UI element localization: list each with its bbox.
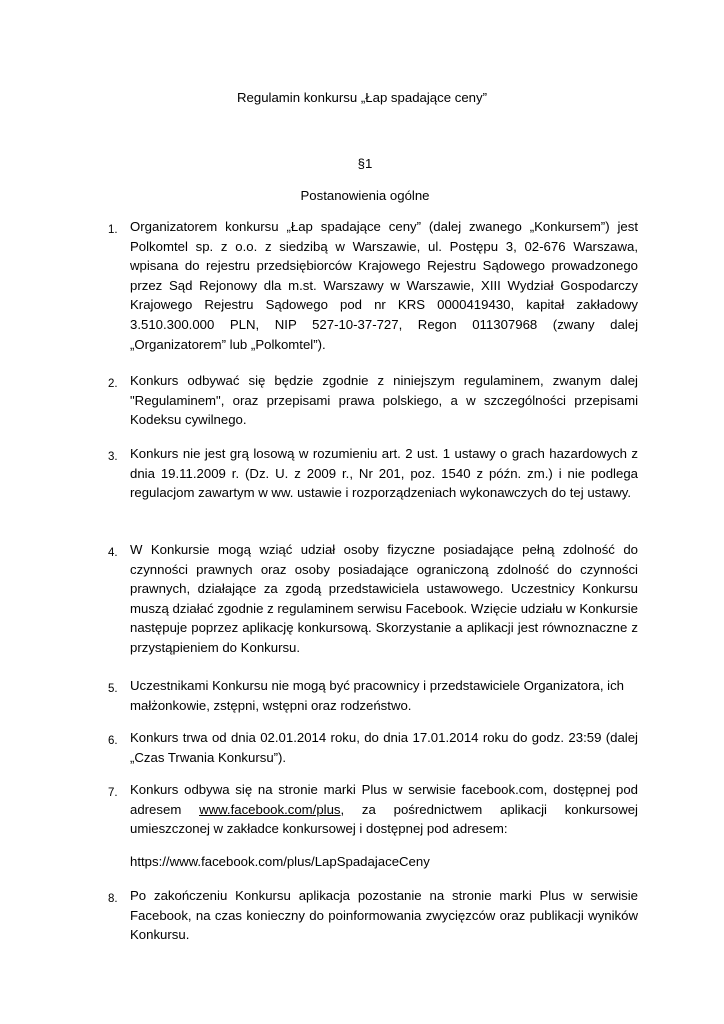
item-number: 4. (108, 547, 118, 559)
section-number: §1 (357, 156, 373, 171)
item-number: 2. (108, 378, 118, 390)
document-title: Regulamin konkursu „Łap spadające ceny” (237, 90, 487, 105)
item-number: 6. (108, 735, 118, 747)
item-text: Konkurs trwa od dnia 02.01.2014 roku, do dnia 17.01.2014 roku do godz. 23:59 (dalej „Czas Trwania Konkursu”). (130, 730, 638, 765)
item-text-before-link: Konkurs odbywa się na stronie marki Plus w serwisie facebook.com, dostępnej pod adresem (130, 782, 638, 817)
item-number: 7. (108, 787, 118, 799)
facebook-plus-link[interactable]: www.facebook.com/plus (199, 801, 341, 817)
item-number: 3. (108, 451, 118, 463)
item-text-after-link: , za pośrednictwem aplikacji konkursowej umieszczonej w zakładce konkursowej i dostępnej pod adresem: (130, 801, 638, 837)
item-text: Konkurs nie jest grą losową w rozumieniu art. 2 ust. 1 ustawy o grach hazardowych z dnia 19.11.2009 r. (Dz. U. z 2009 r., Nr 201, poz. 1540 z późn. zm.) i nie podlega regulacjom zawartym w ww. ustawie i rozporządzeniach wykonawczych do tej ustawy. (130, 446, 638, 501)
contest-url[interactable]: https://www.facebook.com/plus/LapSpadajaceCeny (130, 854, 430, 869)
item-text: Organizatorem konkursu „Łap spadające ceny” (dalej zwanego „Konkursem”) jest Polkomtel sp. z o.o. z siedzibą w Warszawie, ul. Postępu 3, 02-676 Warszawa, wpisana do rejestru przedsiębiorców Krajowego Rejestru Sądowego prowadzonego przez Sąd Rejonowy dla m.st. Warszawy w Warszawie, XIII Wydział Gospodarczy Krajowego Rejestru Sądowego pod nr KRS 0000419430, kapitał zakładowy 3.510.300.000 PLN, NIP 527-10-37-727, Regon 011307968 (zwany dalej „Organizatorem” lub „Polkomtel”). (130, 219, 638, 352)
item-text (130, 780, 638, 839)
item-number: 5. (108, 683, 118, 695)
item-number: 1. (108, 224, 118, 236)
item-text: W Konkursie mogą wziąć udział osoby fizyczne posiadające pełną zdolność do czynności prawnych oraz osoby posiadające ograniczoną zdolność do czynności prawnych, działające za zgodą przedstawiciela ustawowego. Uczestnicy Konkursu muszą działać zgodnie z regulaminem serwisu Facebook. Wzięcie udziału w Konkursie następuje poprzez aplikację konkursową. Skorzystanie a aplikacji jest równoznaczne z przystąpieniem do Konkursu. (130, 542, 638, 655)
section-title: Postanowienia ogólne (300, 188, 430, 203)
item-text: Uczestnikami Konkursu nie mogą być pracownicy i przedstawiciele Organizatora, ich małżonkowie, zstępni, wstępni oraz rodzeństwo. (130, 678, 625, 713)
item-text: Konkurs odbywać się będzie zgodnie z niniejszym regulaminem, zwanym dalej "Regulaminem", oraz przepisami prawa polskiego, a w szczególności przepisami Kodeksu cywilnego. (130, 373, 638, 428)
item-number: 8. (108, 893, 118, 905)
item-text: Po zakończeniu Konkursu aplikacja pozostanie na stronie marki Plus w serwisie Facebook, na czas konieczny do poinformowania zwycięzców oraz publikacji wyników Konkursu. (130, 888, 638, 943)
